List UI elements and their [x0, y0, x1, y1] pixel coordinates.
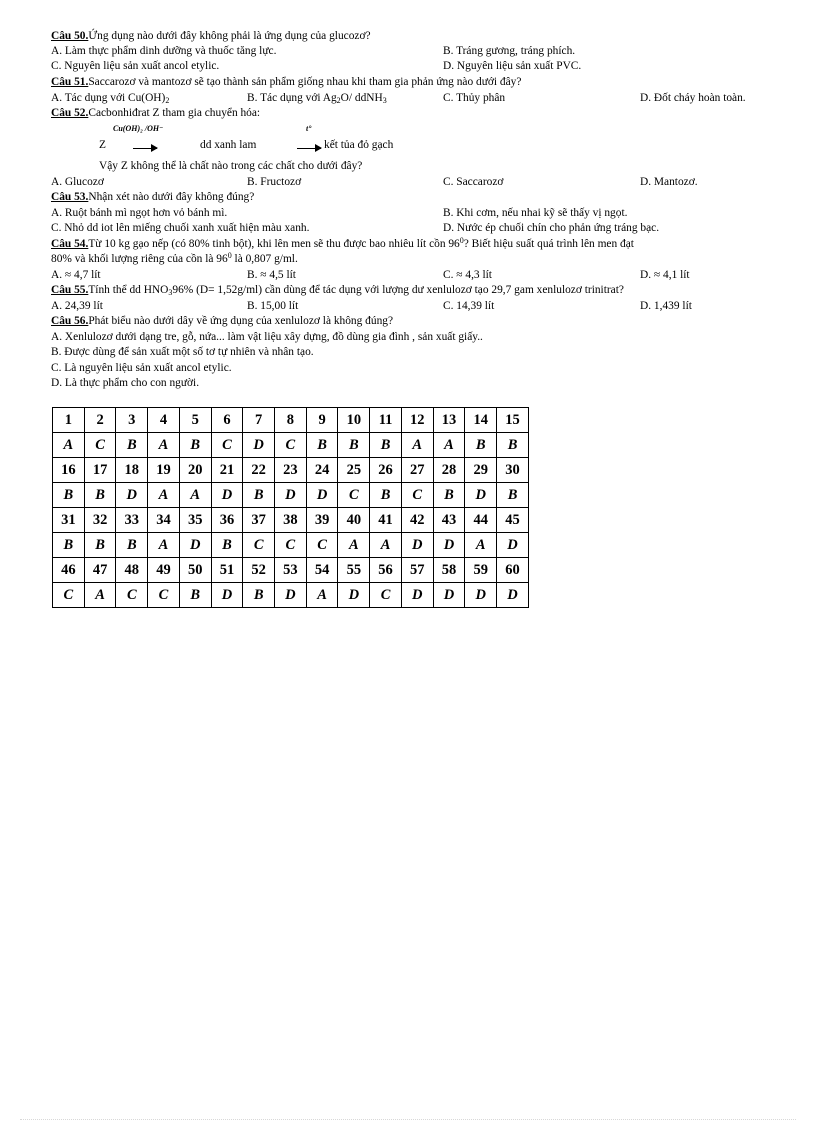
answer-cell: A [148, 533, 180, 558]
option-b: B. Khi cơm, nếu nhai kỹ sẽ thấy vị ngọt. [443, 207, 628, 219]
answer-cell: C [84, 433, 116, 458]
answer-row [53, 483, 529, 508]
option-d: D. Nguyên liệu sản xuất PVC. [443, 60, 582, 72]
answer-cell: D [116, 483, 148, 508]
question-number-cell: 37 [243, 508, 275, 533]
option-b: B. ≈ 4,5 lít [247, 269, 296, 281]
question-number: Câu 56. [51, 315, 89, 327]
answer-cell: C [275, 433, 307, 458]
arrow-icon [297, 148, 321, 149]
question-number-cell: 44 [465, 508, 497, 533]
question-number-cell: 18 [116, 458, 148, 483]
superscript: 0 [227, 251, 232, 260]
question-number-cell: 32 [84, 508, 116, 533]
question-number-cell: 49 [148, 558, 180, 583]
question-text: Phát biểu nào dưới dây về ứng dụng của xenlulozơ là không đúng? [88, 315, 394, 327]
answer-cell: A [401, 433, 433, 458]
option-a: A. 24,39 lít [51, 300, 103, 312]
answer-cell: A [370, 533, 402, 558]
question-number-cell: 31 [53, 508, 85, 533]
answer-cell: C [148, 583, 180, 608]
question-56 [51, 316, 393, 327]
answer-cell: D [497, 583, 529, 608]
answer-cell: B [211, 533, 243, 558]
question-number-cell: 57 [401, 558, 433, 583]
answer-cell: B [84, 533, 116, 558]
answer-cell: D [275, 483, 307, 508]
question-number-cell: 22 [243, 458, 275, 483]
question-51 [51, 77, 521, 88]
question-number-cell: 58 [433, 558, 465, 583]
question-text-2: 96% (D= 1,52g/ml) cần dùng để tác dụng với lượng dư xenlulozơ tạo 29,7 gam xenlulozơ trinitrat? [172, 284, 624, 296]
question-number-cell: 30 [497, 458, 529, 483]
question-number-cell: 48 [116, 558, 148, 583]
question-number-cell: 27 [401, 458, 433, 483]
question-text-2: ? Biết hiệu suất quá trình lên men đạt [463, 238, 634, 250]
option-a-text: A. Tác dụng với Cu(OH) [51, 92, 166, 104]
question-prompt: Vậy Z không thể là chất nào trong các chất cho dưới đây? [99, 160, 363, 172]
reagent-label: t° [306, 124, 312, 133]
answer-cell: A [84, 583, 116, 608]
answer-cell: D [465, 583, 497, 608]
question-number-cell: 39 [306, 508, 338, 533]
reactant-z: Z [99, 139, 106, 151]
answer-cell: D [275, 583, 307, 608]
question-number-cell: 46 [53, 558, 85, 583]
answer-cell: D [211, 483, 243, 508]
question-text: Cacbonhiđrat Z tham gia chuyển hóa: [88, 107, 261, 119]
question-number-cell: 50 [179, 558, 211, 583]
question-number: Câu 53. [51, 191, 89, 203]
subscript: 2 [336, 96, 341, 105]
question-number-cell: 16 [53, 458, 85, 483]
answer-cell: D [306, 483, 338, 508]
answer-cell: C [243, 533, 275, 558]
question-number-cell: 20 [179, 458, 211, 483]
option-c: C. 14,39 lít [443, 300, 495, 312]
page-bottom-border [20, 1119, 796, 1120]
question-number: Câu 50. [51, 30, 89, 42]
answer-cell: C [275, 533, 307, 558]
option-b [247, 93, 387, 104]
answer-cell: D [497, 533, 529, 558]
question-number-cell: 42 [401, 508, 433, 533]
question-number-row [53, 508, 529, 533]
answer-cell: B [338, 433, 370, 458]
question-number-cell: 11 [370, 408, 402, 433]
question-52 [51, 108, 260, 119]
question-number-cell: 41 [370, 508, 402, 533]
answer-cell: D [433, 583, 465, 608]
option-a: A. Làm thực phẩm dinh dưỡng và thuốc tăng lực. [51, 45, 277, 57]
answer-cell: A [53, 433, 85, 458]
question-number-cell: 9 [306, 408, 338, 433]
question-number-cell: 14 [465, 408, 497, 433]
option-b: B. Tráng gương, tráng phích. [443, 45, 576, 57]
option-a: A. Ruột bánh mì ngọt hơn vỏ bánh mì. [51, 207, 228, 219]
question-number-cell: 2 [84, 408, 116, 433]
question-number-cell: 17 [84, 458, 116, 483]
answer-cell: A [148, 433, 180, 458]
question-number-cell: 51 [211, 558, 243, 583]
question-54-line-2 [51, 251, 298, 265]
arrow-icon [133, 148, 157, 149]
product-label: kết tủa đỏ gạch [324, 139, 394, 151]
question-number: Câu 51. [51, 76, 89, 88]
question-number-cell: 24 [306, 458, 338, 483]
question-55 [51, 285, 624, 296]
answer-cell: A [465, 533, 497, 558]
question-number-cell: 35 [179, 508, 211, 533]
answer-cell: B [306, 433, 338, 458]
answer-cell: C [211, 433, 243, 458]
question-number-cell: 10 [338, 408, 370, 433]
option-d: D. Là thực phẩm cho con người. [51, 377, 200, 389]
question-number-cell: 6 [211, 408, 243, 433]
option-d: D. ≈ 4,1 lít [640, 269, 690, 281]
answer-cell: B [53, 483, 85, 508]
question-number-cell: 12 [401, 408, 433, 433]
answer-cell: B [370, 483, 402, 508]
option-b: B. Được dùng để sản xuất một số tơ tự nhiên và nhân tạo. [51, 346, 314, 358]
question-number-cell: 5 [179, 408, 211, 433]
answer-cell: B [179, 583, 211, 608]
subscript: 2 [165, 96, 170, 105]
answer-cell: B [179, 433, 211, 458]
answer-cell: C [116, 583, 148, 608]
question-53 [51, 192, 254, 203]
question-number-cell: 55 [338, 558, 370, 583]
answer-cell: B [465, 433, 497, 458]
question-50 [51, 31, 371, 42]
option-b-text-2: O/ ddNH [340, 92, 383, 104]
question-text-4: là 0,807 g/ml. [231, 253, 298, 265]
subscript: 3 [382, 96, 387, 105]
answer-cell: B [370, 433, 402, 458]
question-text: Ứng dụng nào dưới đây không phải là ứng dụng của glucozơ? [88, 30, 371, 42]
answer-cell: D [433, 533, 465, 558]
answer-cell: B [497, 483, 529, 508]
answer-cell: A [433, 433, 465, 458]
answer-cell: D [401, 583, 433, 608]
answer-cell: A [338, 533, 370, 558]
answer-cell: C [370, 583, 402, 608]
answer-cell: B [116, 433, 148, 458]
answer-cell: A [306, 583, 338, 608]
answer-row [53, 433, 529, 458]
question-number-cell: 56 [370, 558, 402, 583]
question-number-cell: 23 [275, 458, 307, 483]
question-number-cell: 29 [465, 458, 497, 483]
answer-key-table [52, 407, 529, 608]
answer-cell: A [179, 483, 211, 508]
option-b-text: B. Tác dụng với Ag [247, 92, 337, 104]
option-c: C. Nguyên liệu sản xuất ancol etylic. [51, 60, 220, 72]
answer-cell: D [338, 583, 370, 608]
answer-cell: B [497, 433, 529, 458]
option-d: D. Đốt cháy hoàn toàn. [640, 92, 746, 104]
question-number-cell: 15 [497, 408, 529, 433]
answer-cell: B [433, 483, 465, 508]
answer-cell: D [179, 533, 211, 558]
option-c: C. ≈ 4,3 lít [443, 269, 492, 281]
question-number-cell: 25 [338, 458, 370, 483]
superscript: 0 [459, 236, 464, 245]
answer-cell: D [401, 533, 433, 558]
question-number-cell: 47 [84, 558, 116, 583]
question-number-cell: 38 [275, 508, 307, 533]
answer-cell: B [84, 483, 116, 508]
question-number-cell: 52 [243, 558, 275, 583]
question-number-cell: 59 [465, 558, 497, 583]
question-number-cell: 40 [338, 508, 370, 533]
option-b: B. Fructozơ [247, 176, 302, 188]
answer-cell: B [243, 483, 275, 508]
question-number-cell: 19 [148, 458, 180, 483]
question-number-row [53, 558, 529, 583]
question-number-cell: 26 [370, 458, 402, 483]
question-number-cell: 36 [211, 508, 243, 533]
question-text: Saccarozơ và mantozơ sẽ tạo thành sản phẩm giống nhau khi tham gia phản ứng nào dưới đây? [88, 76, 522, 88]
option-d: D. Nước ép chuối chín cho phản ứng tráng bạc. [443, 222, 660, 234]
option-b: B. 15,00 lít [247, 300, 299, 312]
subscript: 3 [168, 288, 173, 297]
question-text: Từ 10 kg gạo nếp (có 80% tinh bột), khi lên men sẽ thu được bao nhiêu lít cồn 96 [88, 238, 460, 250]
option-d: D. Mantozơ. [640, 176, 698, 188]
question-number-cell: 1 [53, 408, 85, 433]
option-a: A. Glucozơ [51, 176, 104, 188]
question-number-cell: 53 [275, 558, 307, 583]
question-number-cell: 7 [243, 408, 275, 433]
option-a: A. ≈ 4,7 lít [51, 269, 101, 281]
answer-cell: C [338, 483, 370, 508]
answer-cell: B [116, 533, 148, 558]
option-c: C. Nhỏ dd iot lên miếng chuối xanh xuất hiện màu xanh. [51, 222, 310, 234]
option-d: D. 1,439 lít [640, 300, 692, 312]
question-number-cell: 60 [497, 558, 529, 583]
question-number-cell: 33 [116, 508, 148, 533]
question-number: Câu 52. [51, 107, 89, 119]
option-c: C. Thủy phân [443, 92, 506, 104]
question-number-row [53, 458, 529, 483]
answer-cell: C [53, 583, 85, 608]
question-number-cell: 3 [116, 408, 148, 433]
option-a [51, 93, 169, 104]
answer-cell: D [211, 583, 243, 608]
answer-row [53, 583, 529, 608]
answer-cell: A [148, 483, 180, 508]
answer-row [53, 533, 529, 558]
option-a: A. Xenlulozơ dưới dạng tre, gỗ, nứa... làm vật liệu xây dựng, đồ dùng gia đình , sản xuất giấy.. [51, 331, 483, 343]
answer-cell: B [243, 583, 275, 608]
answer-cell: C [306, 533, 338, 558]
question-number-cell: 45 [497, 508, 529, 533]
option-c: C. Saccarozơ [443, 176, 504, 188]
answer-cell: C [401, 483, 433, 508]
question-number-cell: 4 [148, 408, 180, 433]
question-number-cell: 21 [211, 458, 243, 483]
question-text: Nhận xét nào dưới đây không đúng? [88, 191, 255, 203]
reagent-label: Cu(OH)₂ /OH⁻ [113, 124, 164, 133]
answer-cell: D [243, 433, 275, 458]
question-number-cell: 13 [433, 408, 465, 433]
question-number: Câu 54. [51, 238, 89, 250]
answer-cell: B [53, 533, 85, 558]
question-number-row [53, 408, 529, 433]
question-54 [51, 236, 634, 250]
answer-cell: D [465, 483, 497, 508]
question-number-cell: 43 [433, 508, 465, 533]
question-number-cell: 54 [306, 558, 338, 583]
question-text-3: 80% và khối lượng riêng của cồn là 96 [51, 253, 228, 265]
product-label: dd xanh lam [200, 139, 257, 151]
question-number-cell: 28 [433, 458, 465, 483]
question-number: Câu 55. [51, 284, 89, 296]
question-number-cell: 8 [275, 408, 307, 433]
option-c: C. Là nguyên liệu sản xuất ancol etylic. [51, 362, 232, 374]
question-text: Tính thể dd HNO [88, 284, 169, 296]
question-number-cell: 34 [148, 508, 180, 533]
